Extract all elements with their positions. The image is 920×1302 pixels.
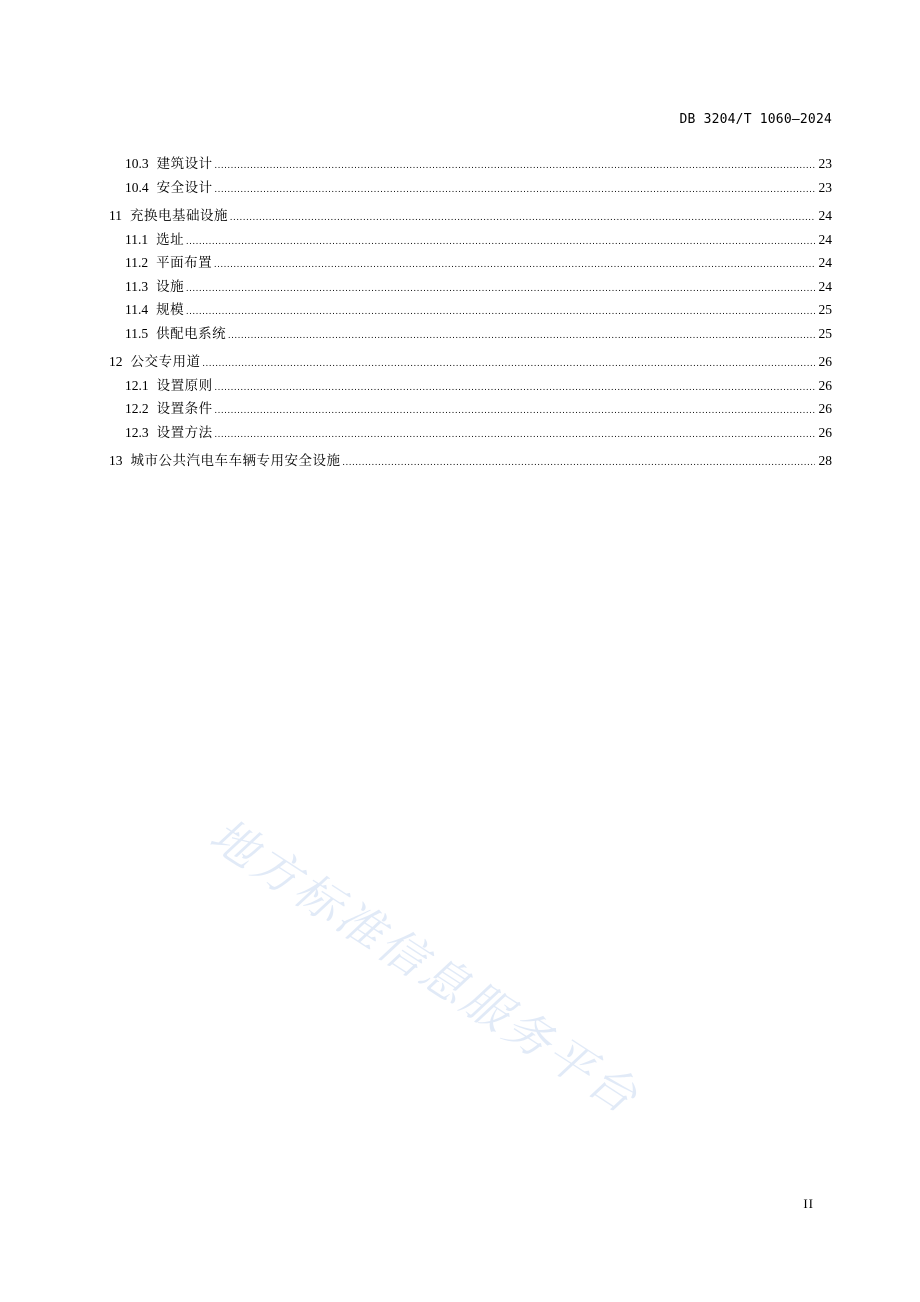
toc-entry-title: 供配电系统: [156, 325, 227, 341]
toc-dot-leader: [230, 206, 815, 230]
toc-entry-11[interactable]: [109, 204, 832, 228]
toc-entry-title: 安全设计: [156, 179, 213, 195]
toc-entry-title: 选址: [156, 231, 185, 247]
toc-entry-title: 设置条件: [156, 401, 213, 416]
toc-entry-page: 24: [818, 255, 832, 270]
toc-entry-page: 23: [818, 179, 832, 195]
toc-entry-number: 11.2: [125, 255, 149, 270]
document-code: DB 3204/T 1060—2024: [679, 112, 832, 127]
toc-entry-number: 12: [109, 354, 123, 369]
toc-entry-number: 11.5: [125, 325, 149, 341]
toc-entry-title: 建筑设计: [156, 156, 213, 171]
toc-dot-leader: [186, 300, 815, 324]
toc-entry-page: 26: [818, 354, 832, 369]
toc-entry-12-2[interactable]: [109, 397, 832, 421]
toc-dot-leader: [343, 451, 816, 475]
toc-dot-leader: [215, 178, 815, 202]
toc-entry-title: 设置原则: [156, 377, 213, 393]
toc-entry-number: 13: [109, 453, 123, 468]
table-of-contents: [109, 152, 832, 473]
toc-dot-leader: [215, 399, 815, 423]
toc-entry-number: 10.4: [125, 179, 149, 195]
watermark-text: 地方标准信息服务平台: [200, 807, 650, 1126]
toc-entry-page: 26: [818, 401, 832, 416]
toc-entry-page: 24: [818, 278, 832, 294]
toc-entry-number: 11.3: [125, 278, 149, 294]
toc-entry-page: 26: [818, 424, 832, 440]
toc-entry-11-2[interactable]: [109, 251, 832, 275]
toc-entry-title: 设置方法: [156, 424, 213, 440]
toc-entry-page: 24: [818, 231, 832, 247]
toc-entry-page: 23: [818, 156, 832, 171]
toc-entry-11-3[interactable]: [109, 275, 832, 299]
page-number: II: [803, 1196, 814, 1211]
toc-entry-title: 城市公共汽电车车辆专用安全设施: [130, 453, 341, 468]
toc-dot-leader: [186, 230, 815, 254]
toc-entry-page: 28: [818, 453, 832, 468]
toc-entry-number: 12.3: [125, 424, 149, 440]
toc-entry-11-1[interactable]: [109, 228, 832, 252]
toc-entry-10-3[interactable]: [109, 152, 832, 176]
toc-dot-leader: [214, 253, 815, 277]
toc-entry-title: 平面布置: [156, 255, 213, 270]
toc-entry-number: 12.2: [125, 401, 149, 416]
toc-dot-leader: [203, 352, 816, 376]
toc-entry-page: 25: [818, 325, 832, 341]
toc-entry-number: 12.1: [125, 377, 149, 393]
toc-entry-page: 24: [818, 208, 832, 223]
toc-entry-number: 11.1: [125, 231, 149, 247]
toc-entry-12[interactable]: [109, 350, 832, 374]
toc-entry-number: 11.4: [125, 302, 149, 317]
toc-entry-number: 10.3: [125, 156, 149, 171]
toc-entry-10-4[interactable]: [109, 176, 832, 200]
toc-dot-leader: [215, 154, 815, 178]
toc-entry-number: 11: [109, 208, 122, 223]
toc-entry-title: 规模: [156, 302, 185, 317]
toc-entry-13[interactable]: [109, 449, 832, 473]
toc-entry-12-3[interactable]: [109, 421, 832, 445]
toc-entry-11-5[interactable]: [109, 322, 832, 346]
toc-entry-12-1[interactable]: [109, 374, 832, 398]
toc-dot-leader: [186, 277, 815, 301]
toc-dot-leader: [215, 376, 815, 400]
toc-entry-title: 设施: [156, 278, 185, 294]
toc-entry-title: 公交专用道: [130, 354, 201, 369]
toc-entry-11-4[interactable]: [109, 298, 832, 322]
toc-entry-page: 26: [818, 377, 832, 393]
toc-entry-page: 25: [818, 302, 832, 317]
toc-dot-leader: [215, 423, 815, 447]
toc-dot-leader: [228, 324, 815, 348]
toc-entry-title: 充换电基础设施: [130, 208, 228, 223]
